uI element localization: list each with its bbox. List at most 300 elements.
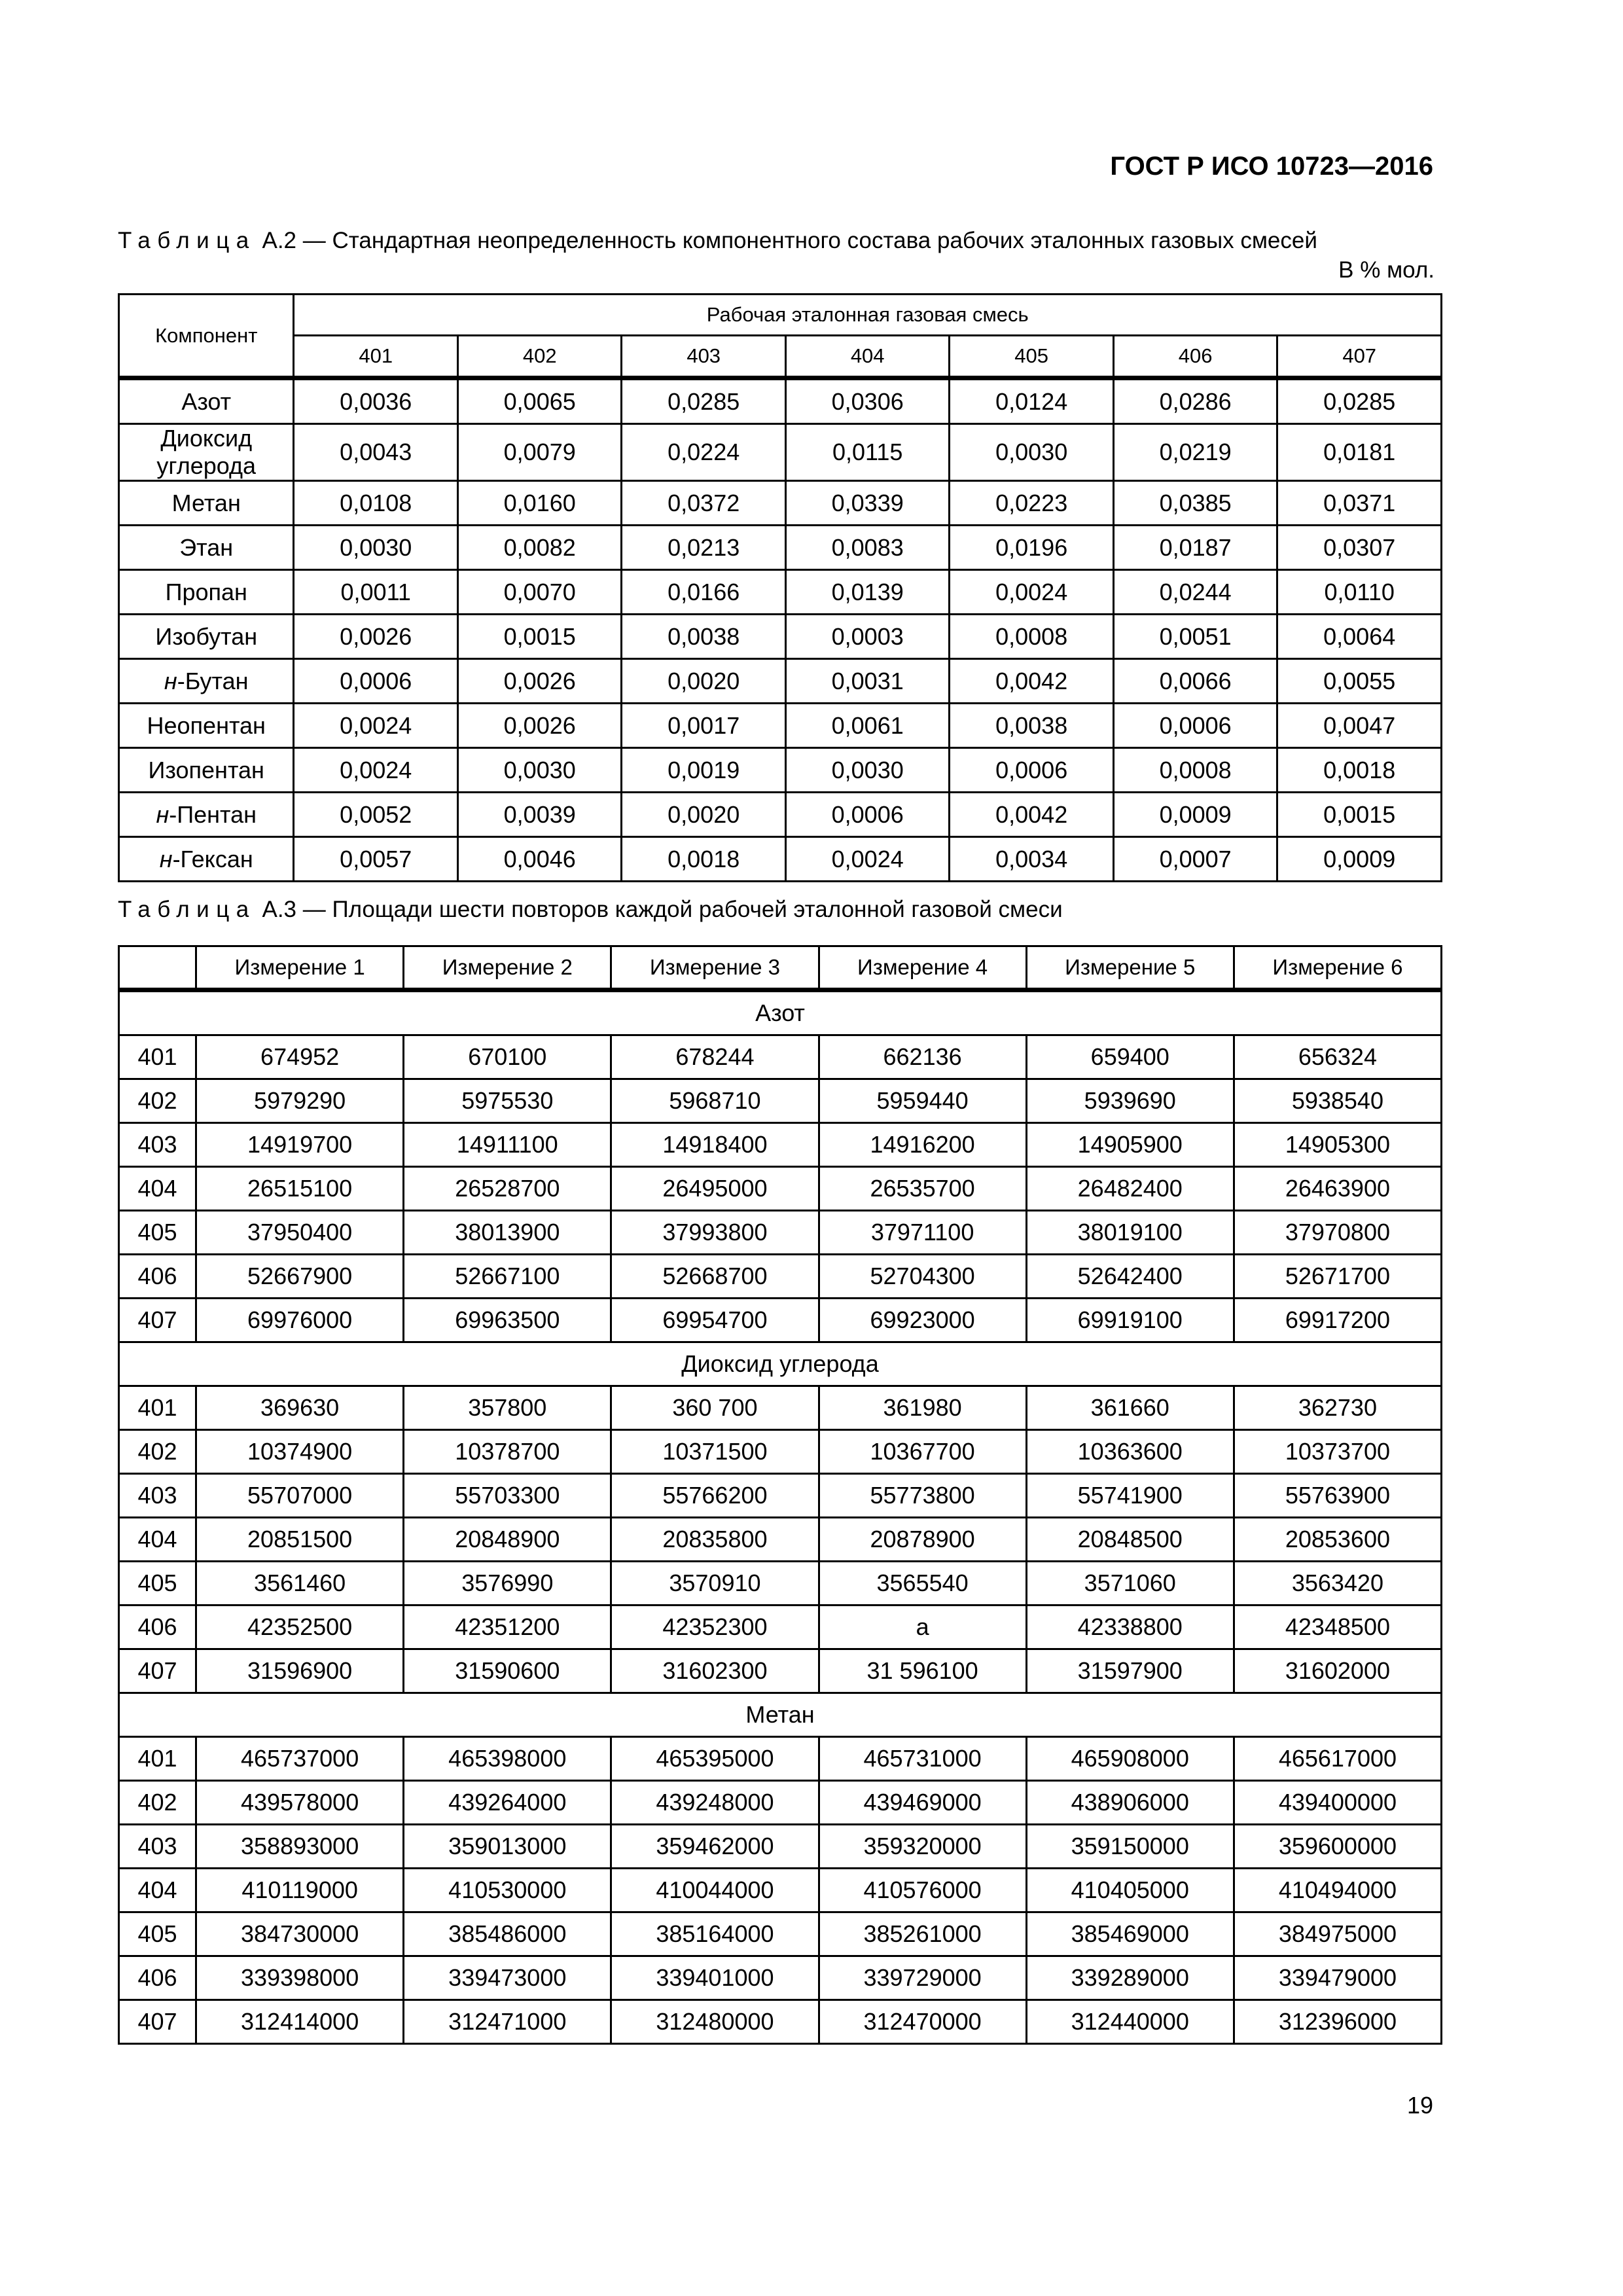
area-value: 69923000 [819, 1299, 1026, 1342]
uncertainty-value: 0,0166 [622, 570, 785, 615]
table-row [119, 1035, 1442, 1079]
component-name [119, 615, 294, 659]
table-row [119, 1912, 1442, 1956]
uncertainty-value: 0,0055 [1277, 659, 1442, 704]
area-value: 38013900 [404, 1211, 611, 1255]
uncertainty-value: 0,0244 [1113, 570, 1277, 615]
area-value: 5975530 [404, 1079, 611, 1123]
area-value: 37950400 [196, 1211, 404, 1255]
area-value: 385261000 [819, 1912, 1026, 1956]
area-value: 410576000 [819, 1869, 1026, 1912]
area-value: 20848900 [404, 1518, 611, 1562]
area-value: 37971100 [819, 1211, 1026, 1255]
uncertainty-value: 0,0160 [457, 481, 621, 526]
uncertainty-value: 0,0024 [294, 704, 457, 748]
area-value: 10367700 [819, 1430, 1026, 1474]
uncertainty-value: 0,0015 [1277, 793, 1442, 837]
uncertainty-value: 0,0038 [622, 615, 785, 659]
uncertainty-value: 0,0213 [622, 526, 785, 570]
area-value: 10373700 [1234, 1430, 1441, 1474]
area-value: 662136 [819, 1035, 1026, 1079]
area-value: 31590600 [404, 1649, 611, 1693]
area-value: 385469000 [1026, 1912, 1234, 1956]
uncertainty-value: 0,0286 [1113, 378, 1277, 424]
area-value: 14916200 [819, 1123, 1026, 1167]
area-value: 439400000 [1234, 1781, 1441, 1825]
component-label: Неопентан [147, 711, 266, 739]
area-value: 55741900 [1026, 1474, 1234, 1518]
area-value: 465395000 [611, 1737, 819, 1781]
area-value: 31596900 [196, 1649, 404, 1693]
area-value: 26482400 [1026, 1167, 1234, 1211]
area-value: 52667900 [196, 1255, 404, 1299]
area-value: 439578000 [196, 1781, 404, 1825]
table-row [119, 704, 1442, 748]
measurement-header: Измерение 4 [819, 946, 1026, 990]
area-value: 5939690 [1026, 1079, 1234, 1123]
group-row [119, 1342, 1442, 1386]
area-value: 20853600 [1234, 1518, 1441, 1562]
area-value: 69917200 [1234, 1299, 1441, 1342]
table-row [119, 1123, 1442, 1167]
area-value: 10371500 [611, 1430, 819, 1474]
area-value: 3565540 [819, 1562, 1026, 1605]
area-value: 52704300 [819, 1255, 1026, 1299]
area-value: 339729000 [819, 1956, 1026, 2000]
mixture-number-header: 404 [785, 336, 949, 378]
area-value: 385486000 [404, 1912, 611, 1956]
uncertainty-value: 0,0139 [785, 570, 949, 615]
area-value: 69976000 [196, 1299, 404, 1342]
area-value: 3563420 [1234, 1562, 1441, 1605]
component-name [119, 378, 294, 424]
area-value: a [819, 1605, 1026, 1649]
mixture-id: 407 [119, 1299, 196, 1342]
component-label: Диоксид углерода [156, 425, 257, 479]
area-value: 360 700 [611, 1386, 819, 1430]
uncertainty-value: 0,0219 [1113, 424, 1277, 481]
uncertainty-value: 0,0052 [294, 793, 457, 837]
area-value: 55707000 [196, 1474, 404, 1518]
mixture-id: 405 [119, 1912, 196, 1956]
area-value: 339289000 [1026, 1956, 1234, 2000]
area-value: 465737000 [196, 1737, 404, 1781]
area-value: 14905300 [1234, 1123, 1441, 1167]
area-value: 3576990 [404, 1562, 611, 1605]
area-value: 465617000 [1234, 1737, 1441, 1781]
area-value: 361980 [819, 1386, 1026, 1430]
area-value: 42352500 [196, 1605, 404, 1649]
area-value: 465731000 [819, 1737, 1026, 1781]
measurement-header: Измерение 3 [611, 946, 819, 990]
uncertainty-value: 0,0030 [950, 424, 1113, 481]
area-value: 410044000 [611, 1869, 819, 1912]
component-prefix: н [159, 845, 173, 872]
table-row [119, 526, 1442, 570]
area-value: 385164000 [611, 1912, 819, 1956]
component-name [119, 748, 294, 793]
component-prefix: н [156, 800, 169, 828]
area-value: 5959440 [819, 1079, 1026, 1123]
table-row [119, 1781, 1442, 1825]
uncertainty-value: 0,0006 [950, 748, 1113, 793]
group-row [119, 990, 1442, 1035]
table-row [119, 1430, 1442, 1474]
mixture-id: 405 [119, 1562, 196, 1605]
area-value: 362730 [1234, 1386, 1441, 1430]
uncertainty-value: 0,0006 [785, 793, 949, 837]
group-row [119, 1693, 1442, 1737]
area-value: 410119000 [196, 1869, 404, 1912]
table-row [119, 1737, 1442, 1781]
mixture-id: 401 [119, 1386, 196, 1430]
mixture-id: 406 [119, 1605, 196, 1649]
area-value: 674952 [196, 1035, 404, 1079]
area-value: 42338800 [1026, 1605, 1234, 1649]
caption-text: А.2 — Стандартная неопределенность компонентного состава рабочих эталонных газовых смесей [262, 228, 1317, 253]
component-label: -Гексан [172, 845, 253, 872]
area-value: 5968710 [611, 1079, 819, 1123]
component-name [119, 837, 294, 882]
uncertainty-value: 0,0030 [457, 748, 621, 793]
uncertainty-value: 0,0015 [457, 615, 621, 659]
mixture-id: 402 [119, 1781, 196, 1825]
area-value: 659400 [1026, 1035, 1234, 1079]
area-value: 439248000 [611, 1781, 819, 1825]
uncertainty-value: 0,0009 [1113, 793, 1277, 837]
uncertainty-value: 0,0042 [950, 793, 1113, 837]
area-value: 20848500 [1026, 1518, 1234, 1562]
area-value: 312471000 [404, 2000, 611, 2044]
uncertainty-value: 0,0026 [457, 659, 621, 704]
table-row [119, 1474, 1442, 1518]
area-value: 31 596100 [819, 1649, 1026, 1693]
group-label: Азот [119, 990, 1442, 1035]
uncertainty-value: 0,0385 [1113, 481, 1277, 526]
table-row [119, 659, 1442, 704]
uncertainty-value: 0,0006 [1113, 704, 1277, 748]
uncertainty-value: 0,0008 [1113, 748, 1277, 793]
area-value: 10363600 [1026, 1430, 1234, 1474]
area-value: 312480000 [611, 2000, 819, 2044]
area-value: 359013000 [404, 1825, 611, 1869]
area-value: 339473000 [404, 1956, 611, 2000]
area-value: 69963500 [404, 1299, 611, 1342]
caption-text: А.3 — Площади шести повторов каждой рабочей эталонной газовой смеси [262, 897, 1063, 922]
uncertainty-value: 0,0030 [785, 748, 949, 793]
area-value: 55773800 [819, 1474, 1026, 1518]
area-value: 312396000 [1234, 2000, 1441, 2044]
uncertainty-value: 0,0024 [294, 748, 457, 793]
component-label: Метан [171, 489, 241, 516]
area-value: 357800 [404, 1386, 611, 1430]
area-value: 339401000 [611, 1956, 819, 2000]
table-row [119, 615, 1442, 659]
mixture-id: 401 [119, 1035, 196, 1079]
area-value: 5979290 [196, 1079, 404, 1123]
area-value: 26495000 [611, 1167, 819, 1211]
area-value: 69954700 [611, 1299, 819, 1342]
mixture-number-header: 406 [1113, 336, 1277, 378]
uncertainty-value: 0,0018 [1277, 748, 1442, 793]
table-row [119, 1649, 1442, 1693]
table-row [119, 1562, 1442, 1605]
uncertainty-value: 0,0285 [622, 378, 785, 424]
measurement-header: Измерение 1 [196, 946, 404, 990]
uncertainty-value: 0,0018 [622, 837, 785, 882]
table-row [119, 748, 1442, 793]
table-row [119, 570, 1442, 615]
table-a2-unit: В % мол. [1338, 257, 1435, 283]
uncertainty-value: 0,0115 [785, 424, 949, 481]
component-label: Этан [179, 533, 234, 561]
table-row [119, 1255, 1442, 1299]
component-name [119, 526, 294, 570]
table-row [119, 424, 1442, 481]
uncertainty-value: 0,0306 [785, 378, 949, 424]
table-row [119, 1211, 1442, 1255]
mixture-id: 403 [119, 1825, 196, 1869]
area-value: 52667100 [404, 1255, 611, 1299]
uncertainty-value: 0,0079 [457, 424, 621, 481]
mixture-id: 402 [119, 1079, 196, 1123]
mixture-id: 403 [119, 1123, 196, 1167]
uncertainty-value: 0,0008 [950, 615, 1113, 659]
uncertainty-value: 0,0009 [1277, 837, 1442, 882]
area-value: 312414000 [196, 2000, 404, 2044]
uncertainty-value: 0,0371 [1277, 481, 1442, 526]
area-value: 26535700 [819, 1167, 1026, 1211]
measurement-header-row [119, 946, 1442, 990]
component-label: Пропан [165, 578, 247, 605]
uncertainty-value: 0,0108 [294, 481, 457, 526]
mixture-id: 404 [119, 1167, 196, 1211]
table-row [119, 837, 1442, 882]
uncertainty-value: 0,0065 [457, 378, 621, 424]
mixture-number-header: 402 [457, 336, 621, 378]
uncertainty-value: 0,0285 [1277, 378, 1442, 424]
mixture-number-row [119, 336, 1442, 378]
area-value: 26463900 [1234, 1167, 1441, 1211]
area-value: 14905900 [1026, 1123, 1234, 1167]
uncertainty-value: 0,0024 [785, 837, 949, 882]
area-value: 38019100 [1026, 1211, 1234, 1255]
component-name [119, 659, 294, 704]
uncertainty-value: 0,0038 [950, 704, 1113, 748]
mixture-id: 404 [119, 1518, 196, 1562]
uncertainty-value: 0,0006 [294, 659, 457, 704]
document-id: ГОСТ Р ИСО 10723—2016 [1110, 152, 1433, 181]
mixture-number-header: 401 [294, 336, 457, 378]
uncertainty-value: 0,0019 [622, 748, 785, 793]
uncertainty-value: 0,0034 [950, 837, 1113, 882]
component-label: Азот [181, 387, 232, 415]
area-value: 359600000 [1234, 1825, 1441, 1869]
measurement-header: Измерение 5 [1026, 946, 1234, 990]
uncertainty-value: 0,0061 [785, 704, 949, 748]
area-value: 14911100 [404, 1123, 611, 1167]
area-value: 361660 [1026, 1386, 1234, 1430]
area-value: 37970800 [1234, 1211, 1441, 1255]
uncertainty-value: 0,0024 [950, 570, 1113, 615]
area-value: 42352300 [611, 1605, 819, 1649]
area-value: 359320000 [819, 1825, 1026, 1869]
component-label: -Бутан [177, 667, 249, 694]
area-value: 31597900 [1026, 1649, 1234, 1693]
component-name [119, 793, 294, 837]
mixture-group-header: Рабочая эталонная газовая смесь [294, 295, 1442, 336]
area-value: 69919100 [1026, 1299, 1234, 1342]
mixture-id: 407 [119, 1649, 196, 1693]
area-value: 31602000 [1234, 1649, 1441, 1693]
area-value: 384730000 [196, 1912, 404, 1956]
area-value: 678244 [611, 1035, 819, 1079]
uncertainty-value: 0,0196 [950, 526, 1113, 570]
table-a3-caption [118, 897, 1063, 923]
component-name [119, 424, 294, 481]
uncertainty-table [118, 293, 1442, 882]
component-name [119, 481, 294, 526]
table-row [119, 1605, 1442, 1649]
mixture-id: 402 [119, 1430, 196, 1474]
mixture-id: 403 [119, 1474, 196, 1518]
table-row [119, 1518, 1442, 1562]
table-row [119, 1167, 1442, 1211]
area-value: 42348500 [1234, 1605, 1441, 1649]
uncertainty-value: 0,0110 [1277, 570, 1442, 615]
uncertainty-value: 0,0047 [1277, 704, 1442, 748]
area-value: 55763900 [1234, 1474, 1441, 1518]
component-header: Компонент [119, 295, 294, 378]
page-number: 19 [1406, 2092, 1433, 2119]
mixture-id: 405 [119, 1211, 196, 1255]
group-label: Метан [119, 1693, 1442, 1737]
area-value: 26528700 [404, 1167, 611, 1211]
component-label: -Пентан [169, 800, 257, 828]
uncertainty-value: 0,0007 [1113, 837, 1277, 882]
area-value: 55703300 [404, 1474, 611, 1518]
mixture-id: 407 [119, 2000, 196, 2044]
mixture-id: 404 [119, 1869, 196, 1912]
uncertainty-value: 0,0307 [1277, 526, 1442, 570]
uncertainty-value: 0,0046 [457, 837, 621, 882]
uncertainty-value: 0,0339 [785, 481, 949, 526]
area-value: 465908000 [1026, 1737, 1234, 1781]
area-value: 10378700 [404, 1430, 611, 1474]
mixture-id: 401 [119, 1737, 196, 1781]
area-value: 339398000 [196, 1956, 404, 2000]
group-label: Диоксид углерода [119, 1342, 1442, 1386]
uncertainty-value: 0,0026 [294, 615, 457, 659]
area-value: 26515100 [196, 1167, 404, 1211]
area-value: 410405000 [1026, 1869, 1234, 1912]
mixture-number-header: 405 [950, 336, 1113, 378]
uncertainty-value: 0,0011 [294, 570, 457, 615]
uncertainty-value: 0,0031 [785, 659, 949, 704]
uncertainty-value: 0,0030 [294, 526, 457, 570]
table-row [119, 2000, 1442, 2044]
area-value: 3570910 [611, 1562, 819, 1605]
area-value: 439264000 [404, 1781, 611, 1825]
area-value: 438906000 [1026, 1781, 1234, 1825]
area-value: 55766200 [611, 1474, 819, 1518]
table-row [119, 1869, 1442, 1912]
uncertainty-value: 0,0003 [785, 615, 949, 659]
uncertainty-value: 0,0083 [785, 526, 949, 570]
uncertainty-value: 0,0187 [1113, 526, 1277, 570]
table-row [119, 1956, 1442, 2000]
uncertainty-value: 0,0043 [294, 424, 457, 481]
uncertainty-value: 0,0124 [950, 378, 1113, 424]
uncertainty-value: 0,0372 [622, 481, 785, 526]
area-value: 670100 [404, 1035, 611, 1079]
uncertainty-value: 0,0070 [457, 570, 621, 615]
uncertainty-value: 0,0181 [1277, 424, 1442, 481]
component-label: Изобутан [155, 622, 258, 650]
component-prefix: н [164, 667, 177, 694]
area-value: 358893000 [196, 1825, 404, 1869]
area-value: 14918400 [611, 1123, 819, 1167]
uncertainty-value: 0,0051 [1113, 615, 1277, 659]
component-name [119, 570, 294, 615]
area-value: 312440000 [1026, 2000, 1234, 2044]
uncertainty-value: 0,0224 [622, 424, 785, 481]
area-value: 42351200 [404, 1605, 611, 1649]
area-value: 14919700 [196, 1123, 404, 1167]
uncertainty-value: 0,0042 [950, 659, 1113, 704]
uncertainty-value: 0,0223 [950, 481, 1113, 526]
area-value: 369630 [196, 1386, 404, 1430]
uncertainty-value: 0,0020 [622, 793, 785, 837]
area-value: 31602300 [611, 1649, 819, 1693]
area-value: 359462000 [611, 1825, 819, 1869]
area-value: 20835800 [611, 1518, 819, 1562]
table-row [119, 481, 1442, 526]
mixture-id-header [119, 946, 196, 990]
component-name [119, 704, 294, 748]
table-row [119, 378, 1442, 424]
table-row [119, 793, 1442, 837]
area-value: 359150000 [1026, 1825, 1234, 1869]
caption-label: Таблица [118, 228, 256, 253]
area-value: 465398000 [404, 1737, 611, 1781]
area-value: 10374900 [196, 1430, 404, 1474]
uncertainty-value: 0,0057 [294, 837, 457, 882]
area-value: 312470000 [819, 2000, 1026, 2044]
area-value: 656324 [1234, 1035, 1441, 1079]
uncertainty-value: 0,0039 [457, 793, 621, 837]
uncertainty-value: 0,0017 [622, 704, 785, 748]
table-row [119, 1386, 1442, 1430]
mixture-number-header: 407 [1277, 336, 1442, 378]
table-row [119, 1299, 1442, 1342]
area-value: 3561460 [196, 1562, 404, 1605]
table-row [119, 1825, 1442, 1869]
mixture-number-header: 403 [622, 336, 785, 378]
measurement-header: Измерение 6 [1234, 946, 1441, 990]
uncertainty-value: 0,0066 [1113, 659, 1277, 704]
table-a2-caption [118, 228, 1317, 254]
area-value: 52671700 [1234, 1255, 1441, 1299]
area-value: 410530000 [404, 1869, 611, 1912]
component-label: Изопентан [148, 756, 264, 783]
mixture-id: 406 [119, 1956, 196, 2000]
area-value: 52642400 [1026, 1255, 1234, 1299]
uncertainty-value: 0,0020 [622, 659, 785, 704]
uncertainty-value: 0,0082 [457, 526, 621, 570]
area-value: 439469000 [819, 1781, 1026, 1825]
area-value: 37993800 [611, 1211, 819, 1255]
